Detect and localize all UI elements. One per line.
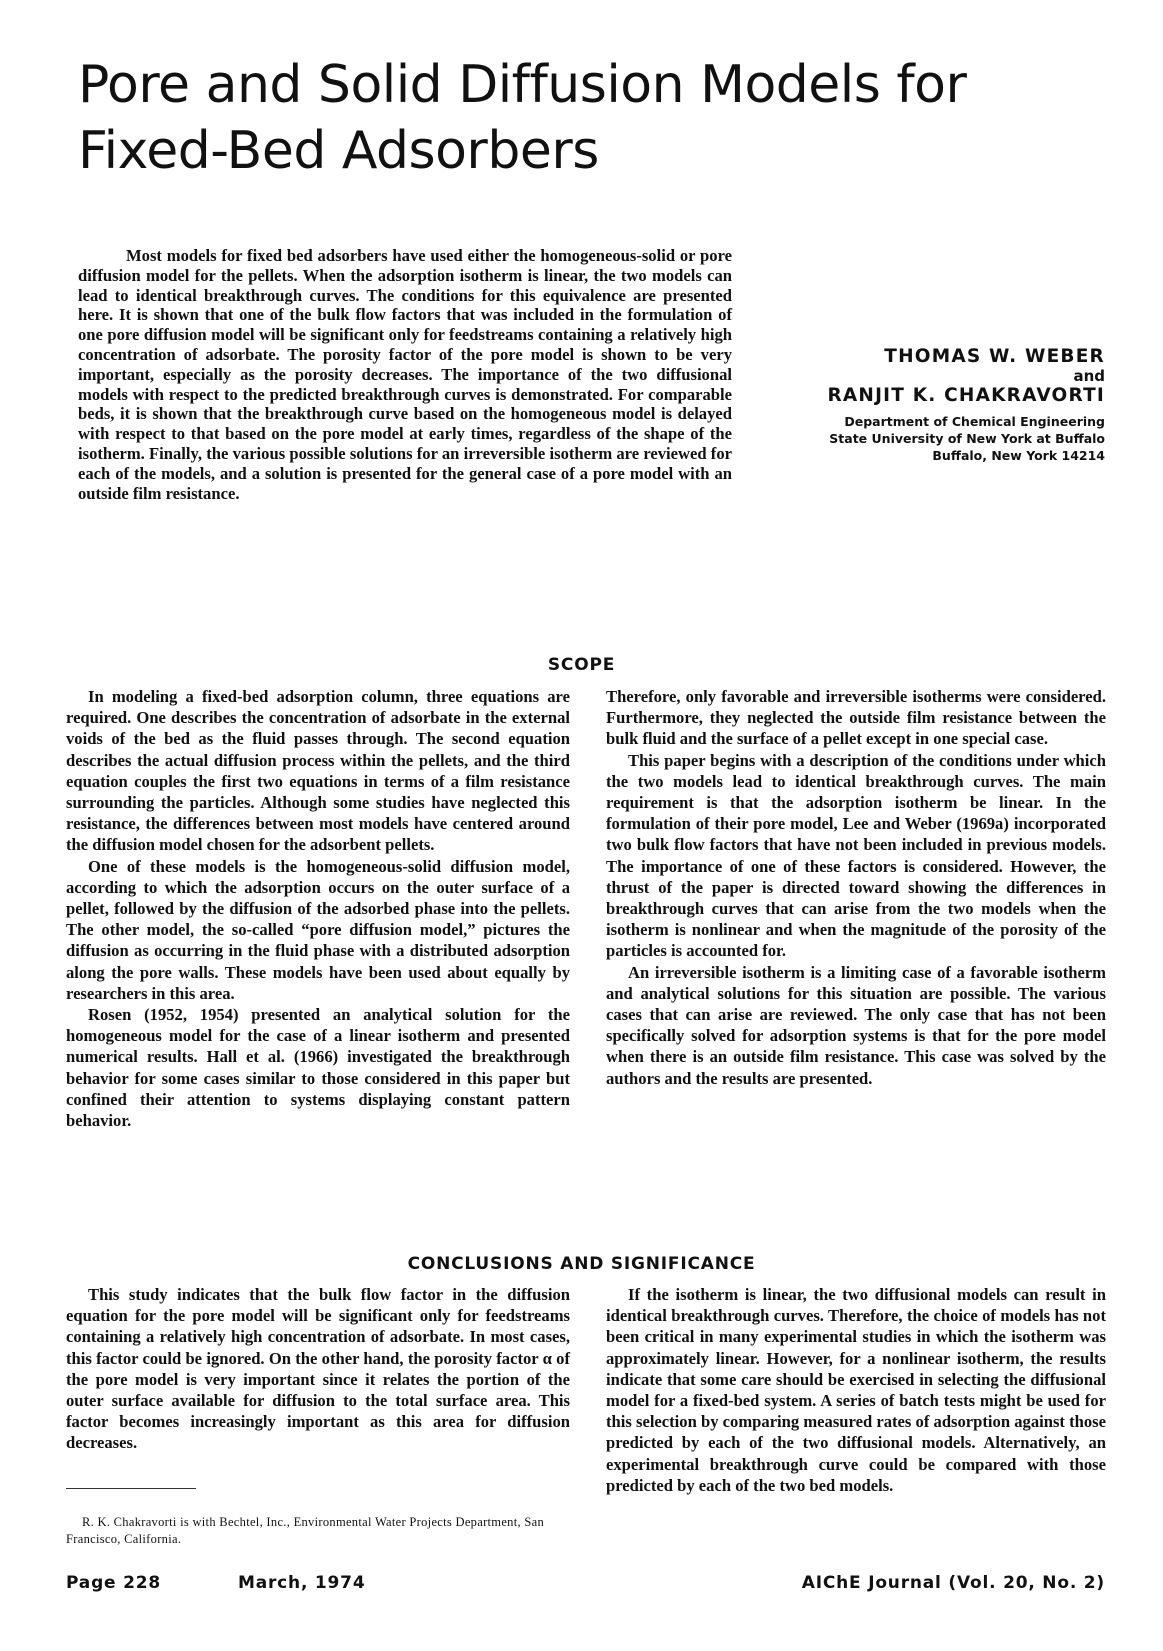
paper-title xyxy=(78,52,978,184)
scope-right-column xyxy=(606,686,1106,1089)
author-2: RANJIT K. CHAKRAVORTI xyxy=(827,385,1105,406)
affiliation-department: Department of Chemical Engineering xyxy=(844,414,1105,429)
scope-paragraph-continued: Therefore, only favorable and irreversible isotherms were considered. Furthermore, they neglected the outside film resistance between the bulk fluid and the surface of a pellet except in one special case. xyxy=(606,687,1106,749)
affiliation xyxy=(705,413,1105,464)
scope-paragraph: This paper begins with a description of the conditions under which the two models lead to identical breakthrough curves. The main requirement is that the adsorption isotherm be linear. In the formulation of their pore model, Lee and Weber (1969a) incorporated two bulk flow factors that have not been included in previous models. The importance of one of these factors is considered. However, the thrust of the paper is directed toward showing the differences in breakthrough curves that can arise from the two models when the isotherm is nonlinear and when the magnitude of the porosity of the particles is accounted for. xyxy=(606,750,1106,961)
footer-page-number: Page 228 xyxy=(66,1573,161,1593)
author-1: THOMAS W. WEBER xyxy=(884,346,1105,367)
conclusions-left-column xyxy=(66,1284,570,1454)
scope-heading: SCOPE xyxy=(547,655,616,675)
footer-date: March, 1974 xyxy=(238,1573,366,1593)
scope-paragraph: In modeling a fixed-bed adsorption column, three equations are required. One describes the concentration of adsorbate in the external voids of the bed as the fluid passes through. The second equation describes the actual diffusion process within the pellets, and the third equation couples the first two equations in terms of a film resistance surrounding the particles. Although some studies have neglected this resistance, the differences between most models have centered around the diffusion model chosen for the adsorbent pellets. xyxy=(66,687,570,855)
scope-left-column xyxy=(66,686,570,1131)
abstract-text: Most models for fixed bed adsorbers have used either the homogeneous-solid or pore diffusion model for the pellets. When the adsorption isotherm is linear, the two models can lead to identical breakthrough curves. The conditions for this equivalence are presented here. It is shown that one of the bulk flow factors that was included in the formulation of one pore diffusion model will be significant only for feedstreams containing a relatively high concentration of adsorbate. The porosity factor of the pore model is shown to be very important, especially as the porosity decreases. The importance of the two diffusional models with respect to the predicted breakthrough curves is demonstrated. For comparable beds, it is shown that the breakthrough curve based on the homogeneous model is delayed with respect to that based on the pore model at early times, regardless of the shape of the isotherm. Finally, the various possible solutions for an irreversible isotherm are reviewed for each of the models, and a solution is presented for the general case of a pore model with an outside film resistance. xyxy=(78,246,732,503)
footnote-divider xyxy=(66,1488,196,1489)
affiliation-university: State University of New York at Buffalo xyxy=(829,431,1105,446)
scope-paragraph: One of these models is the homogeneous-solid diffusion model, according to which the adsorption occurs on the outer surface of a pellet, followed by the diffusion of the adsorbed phase into the pellets. The other model, the so-called “pore diffusion model,” pictures the diffusion as occurring in the fluid phase with a distributed adsorption along the pore walls. These models have been used about equally by researchers in this area. xyxy=(66,856,570,1003)
footnote: R. K. Chakravorti is with Bechtel, Inc., Environmental Water Projects Department, San Francisco, California. xyxy=(66,1515,545,1546)
title-line-1: Pore and Solid Diffusion Models for xyxy=(78,55,967,115)
conclusions-paragraph: If the isotherm is linear, the two diffusional models can result in identical breakthrough curves. Therefore, the choice of models has not been critical in many experimental studies in which the isotherm was approximately linear. However, for a nonlinear isotherm, the results indicate that some care should be exercised in selecting the diffusional model for a fixed-bed system. A series of batch tests might be used for this selection by comparing measured rates of adsorption against those predicted by each of the two diffusional models. Alternatively, an experimental breakthrough curve could be compared with those predicted by each of the two bed models. xyxy=(606,1285,1106,1495)
footer-journal: AIChE Journal (Vol. 20, No. 2) xyxy=(801,1573,1105,1593)
conclusions-right-column xyxy=(606,1284,1106,1496)
abstract xyxy=(78,246,732,503)
title-line-2: Fixed-Bed Adsorbers xyxy=(78,121,599,181)
conclusions-heading: CONCLUSIONS AND SIGNIFICANCE xyxy=(407,1254,756,1274)
scope-paragraph: Rosen (1952, 1954) presented an analytical solution for the homogeneous model for the case of a linear isotherm and presented numerical results. Hall et al. (1966) investigated the breakthrough behavior for some cases similar to those considered in this paper but confined their attention to systems displaying constant pattern behavior. xyxy=(66,1005,570,1131)
affiliation-address: Buffalo, New York 14214 xyxy=(932,448,1105,463)
author-block xyxy=(705,346,1105,464)
conclusions-paragraph: This study indicates that the bulk flow factor in the diffusion equation for the pore model will be significant only for feedstreams containing a relatively high concentration of adsorbate. In most cases, this factor could be ignored. On the other hand, the porosity factor α of the pore model is very important since it relates the portion of the outer surface available for diffusion to the total surface area. This factor becomes increasingly important as this area for diffusion decreases. xyxy=(66,1285,570,1453)
author-conjunction: and xyxy=(1073,367,1105,385)
scope-paragraph: An irreversible isotherm is a limiting case of a favorable isotherm and analytical solutions for this situation are possible. The various cases that can arise are reviewed. The only case that has not been specifically solved for adsorption systems is that for the pore model when there is an outside film resistance. This case was solved by the authors and the results are presented. xyxy=(606,962,1106,1088)
